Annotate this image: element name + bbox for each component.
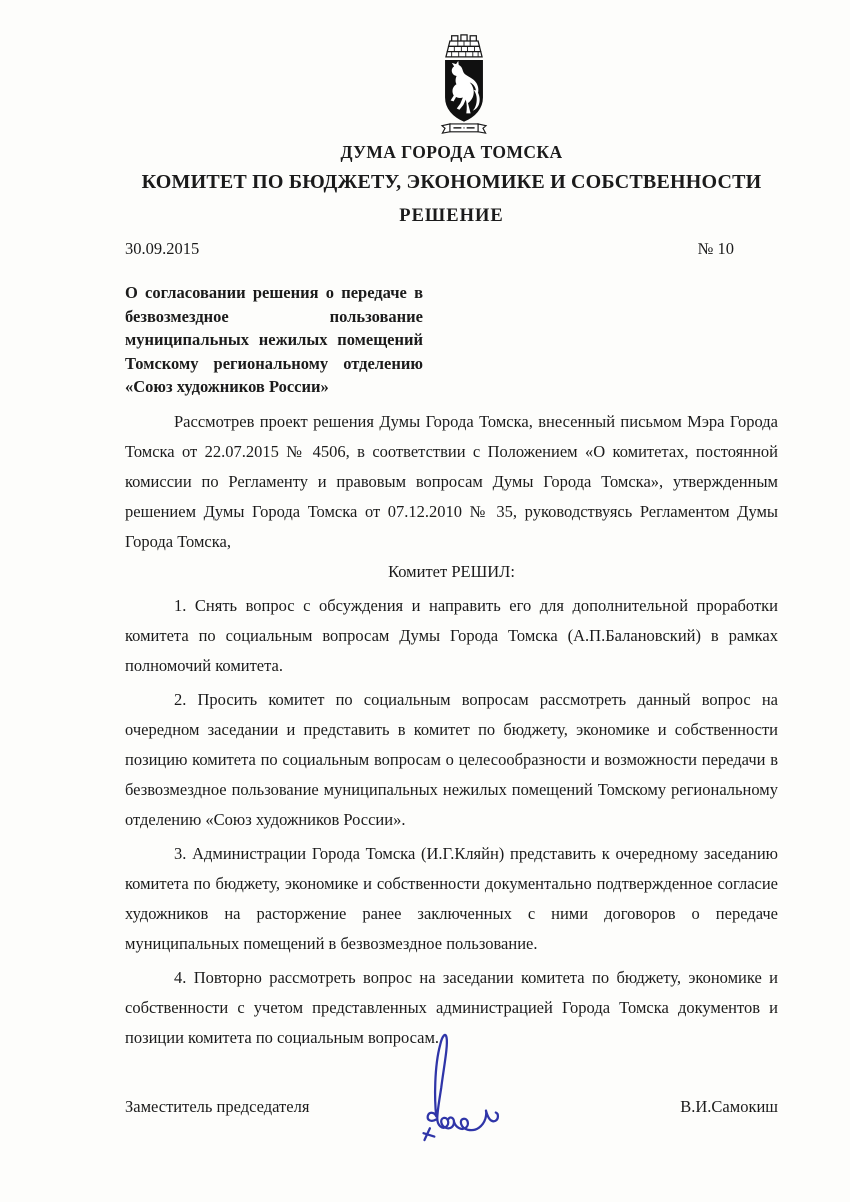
committee-title: КОМИТЕТ ПО БЮДЖЕТУ, ЭКОНОМИКЕ И СОБСТВЕННОСТИ (141, 171, 762, 193)
resolution-item-3: 3. Администрации Города Томска (И.Г.Кляйн) представить к очередному заседанию комитета по бюджету, экономике и собственности документально подтвержденное согласие художников на расторжение ранее заключенных с ними договоров о передаче муниципальных помещений в безвозмездное пользование. (125, 843, 778, 953)
signatory-name: В.И.Самокиш (680, 1096, 778, 1116)
subject-paragraph: О согласовании решения о передаче в безвозмездное пользование муниципальных нежилых помещений Томскому региональному отделению «Союз художников России» (125, 283, 423, 396)
document-meta-row (125, 239, 778, 259)
resolution-item-1: 1. Снять вопрос с обсуждения и направить его для дополнительной проработки комитета по социальным вопросам Думы Города Томска (А.П.Балановский) в рамках полномочий комитета. (125, 595, 778, 675)
document-number: № 10 (697, 239, 734, 258)
preamble-paragraph: Рассмотрев проект решения Думы Города Томска, внесенный письмом Мэра Города Томска от 22.07.2015 № 4506, в соответствии с Положением «О комитетах, постоянной комиссии по Регламенту и правовым вопросам Думы Города Томска», утвержденным решением Думы Города Томска от 07.12.2010 № 35, руководствуясь Регламентом Думы Города Томска, (125, 411, 778, 551)
organization-title: ДУМА ГОРОДА ТОМСКА (340, 142, 563, 162)
resolution-item-2: 2. Просить комитет по социальным вопросам рассмотреть данный вопрос на очередном заседании и представить в комитет по бюджету, экономике и собственности позицию комитета по социальным вопросам о целесообразности и возможности передачи в безвозмездное пользование муниципальных нежилых помещений Томскому региональному отделению «Союз художников России». (125, 689, 778, 829)
document-type-heading: РЕШЕНИЕ (399, 206, 504, 226)
tomsk-coat-of-arms-icon (419, 34, 509, 138)
resolution-heading: Комитет РЕШИЛ: (388, 561, 515, 581)
resolution-item-4: 4. Повторно рассмотреть вопрос на заседании комитета по бюджету, экономике и собственности с учетом представленных администрацией Города Томска документов и позиции комитета по социальным вопросам. (125, 967, 778, 1047)
document-date: 30.09.2015 (125, 239, 200, 258)
signature-block (125, 1097, 778, 1117)
signatory-position: Заместитель председателя (125, 1096, 310, 1116)
